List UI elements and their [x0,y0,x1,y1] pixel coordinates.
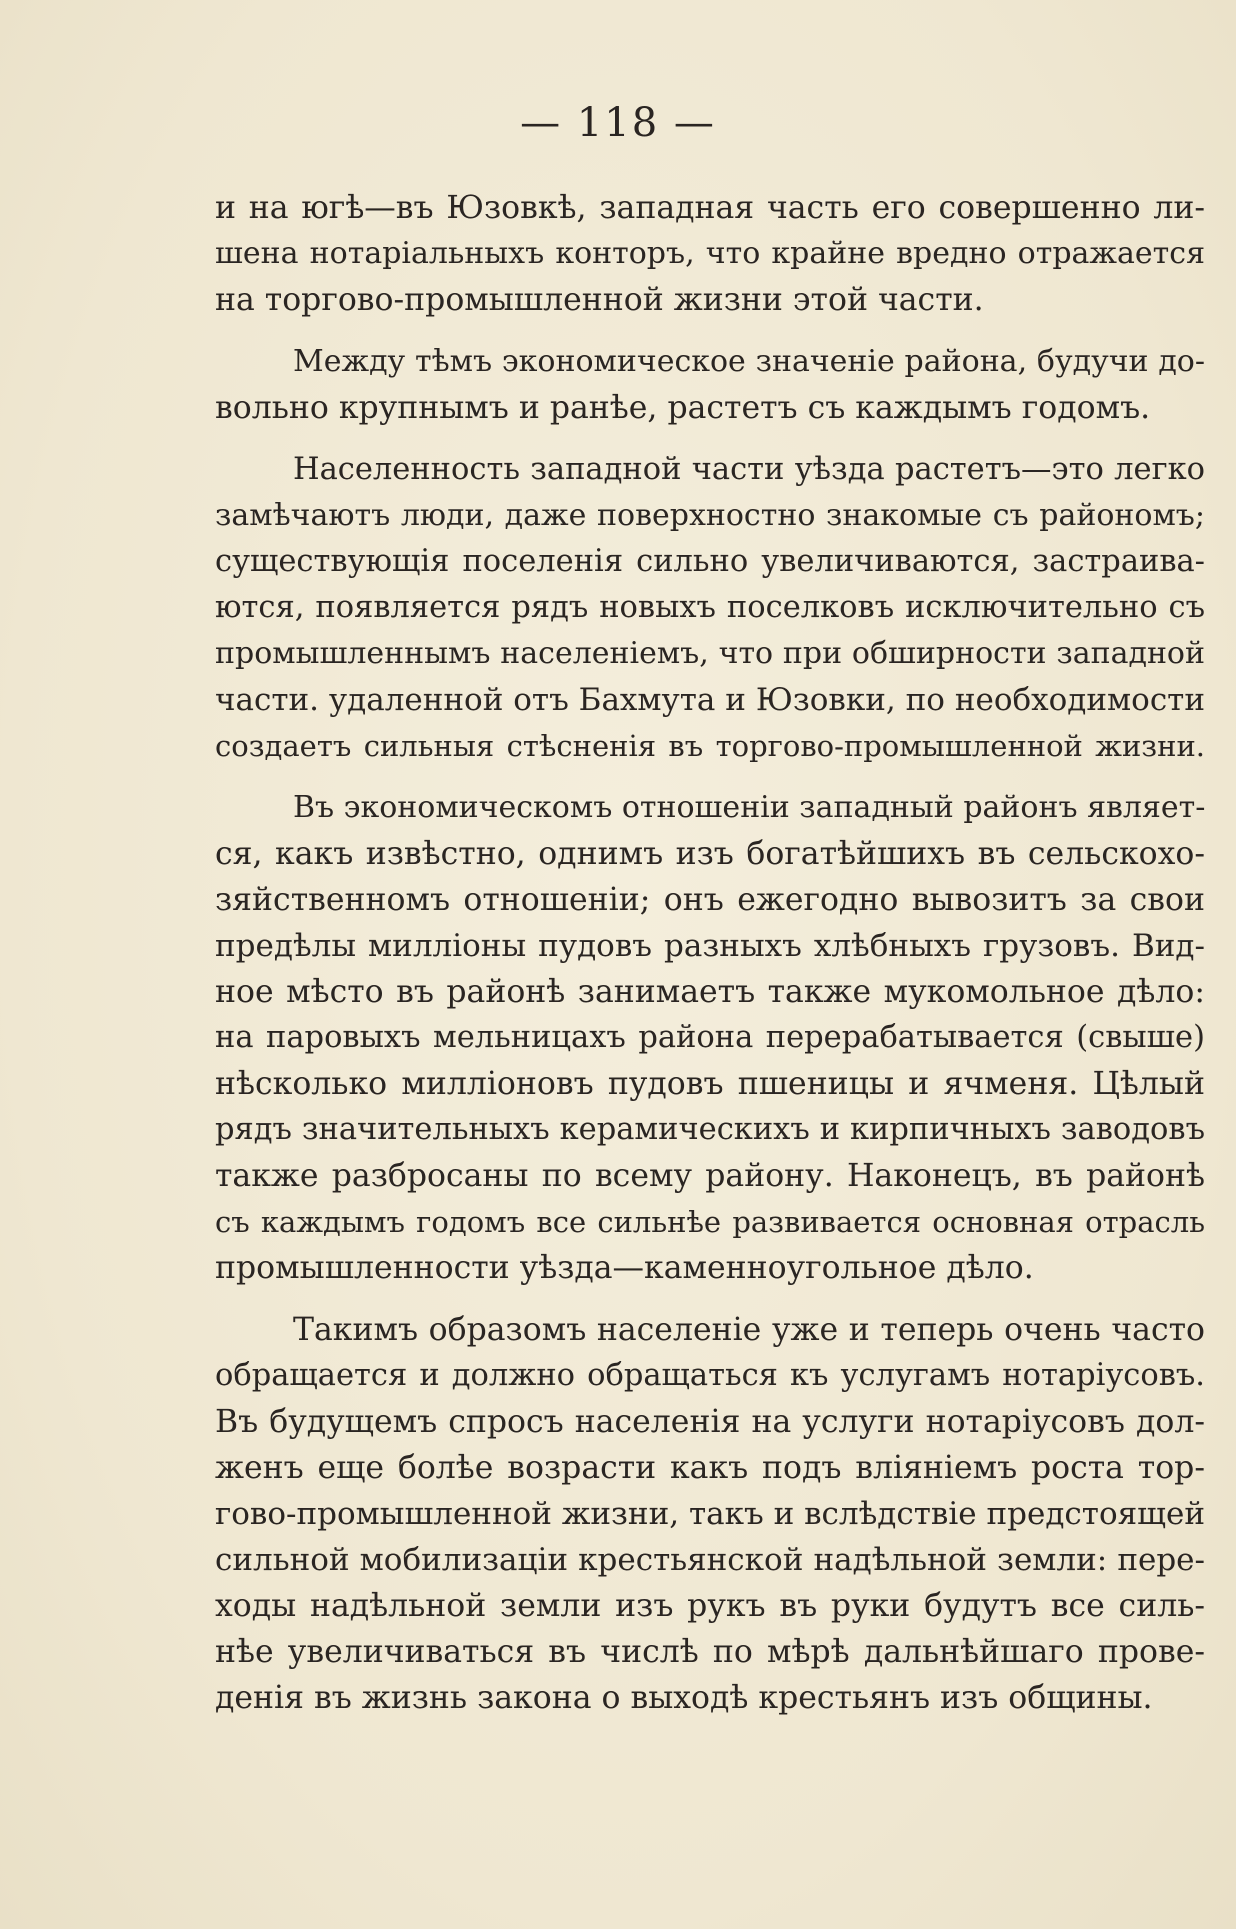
text-line: рядъ значительныхъ керамическихъ и кирпичныхъ заводовъ [215,1112,1205,1147]
text-line: замѣчаютъ люди, даже поверхностно знакомые съ райономъ; [215,498,1205,533]
text-line: части. удаленной отъ Бахмута и Юзовки, по необходимости [215,682,1205,718]
text-line: вольно крупнымъ и ранѣе, растетъ съ каждымъ годомъ. [215,390,1151,426]
text-line: промышленнымъ населеніемъ, что при обширности западной [215,636,1205,671]
paragraph [215,785,1205,1291]
text-line: денія въ жизнь закона о выходѣ крестьянъ изъ общины. [215,1680,1153,1716]
text-line: зяйственномъ отношеніи; онъ ежегодно вывозитъ за свои [215,882,1205,918]
text-line: промышленности уѣзда—каменноугольное дѣло. [215,1250,1034,1286]
text-line: съ каждымъ годомъ все сильнѣе развивается основная отрасль [215,1205,1205,1239]
paragraph [215,339,1205,431]
page-number: — 118 — [520,100,716,146]
text-line: Между тѣмъ экономическое значеніе района, будучи до- [293,344,1205,379]
text-line: Въ будущемъ спросъ населенія на услуги нотаріусовъ дол- [215,1404,1205,1440]
text-line: ются, появляется рядъ новыхъ поселковъ исключительно съ [215,590,1205,625]
text-line: существующія поселенія сильно увеличиваются, застраива- [215,544,1205,579]
text-line: Такимъ образомъ населеніе уже и теперь очень часто [293,1312,1205,1348]
text-line: и на югѣ—въ Юзовкѣ, западная часть его совершенно ли- [215,190,1205,226]
text-line: гово-промышленной жизни, такъ и вслѣдствіе предстоящей [215,1496,1205,1532]
text-line: создаетъ сильныя стѣсненія въ торгово-промышленной жизни. [215,729,1205,763]
text-line: нѣе увеличиваться въ числѣ по мѣрѣ дальнѣйшаго прове- [215,1634,1205,1670]
text-line: Населенность западной части уѣзда растетъ—это легко [293,452,1205,487]
text-line: ное мѣсто въ районѣ занимаетъ также мукомольное дѣло: [215,974,1205,1010]
paragraph [215,1307,1205,1721]
text-line: нѣсколько милліоновъ пудовъ пшеницы и ячменя. Цѣлый [215,1066,1205,1102]
text-line: ходы надѣльной земли изъ рукъ въ руки будутъ все силь- [215,1588,1205,1624]
text-line: также разбросаны по всему району. Наконецъ, въ районѣ [215,1158,1205,1194]
text-line: сильной мобилизаціи крестьянской надѣльной земли: пере- [215,1542,1205,1578]
paragraph [215,447,1205,769]
text-line: женъ еще болѣе возрасти какъ подъ вліяніемъ роста тор- [215,1450,1205,1486]
page-body [215,185,1205,1721]
text-line: на торгово-промышленной жизни этой части. [215,282,984,318]
text-line: Въ экономическомъ отношеніи западный районъ являет- [293,790,1206,825]
paragraph [215,185,1205,323]
text-line: ся, какъ извѣстно, однимъ изъ богатѣйшихъ въ сельскохо- [215,836,1205,872]
text-line: на паровыхъ мельницахъ района перерабатывается (свыше) [215,1020,1205,1055]
text-line: предѣлы милліоны пудовъ разныхъ хлѣбныхъ грузовъ. Вид- [215,928,1205,964]
text-line: обращается и должно обращаться къ услугамъ нотаріусовъ. [215,1358,1205,1393]
text-line: шена нотаріальныхъ конторъ, что крайне вредно отражается [215,236,1205,271]
